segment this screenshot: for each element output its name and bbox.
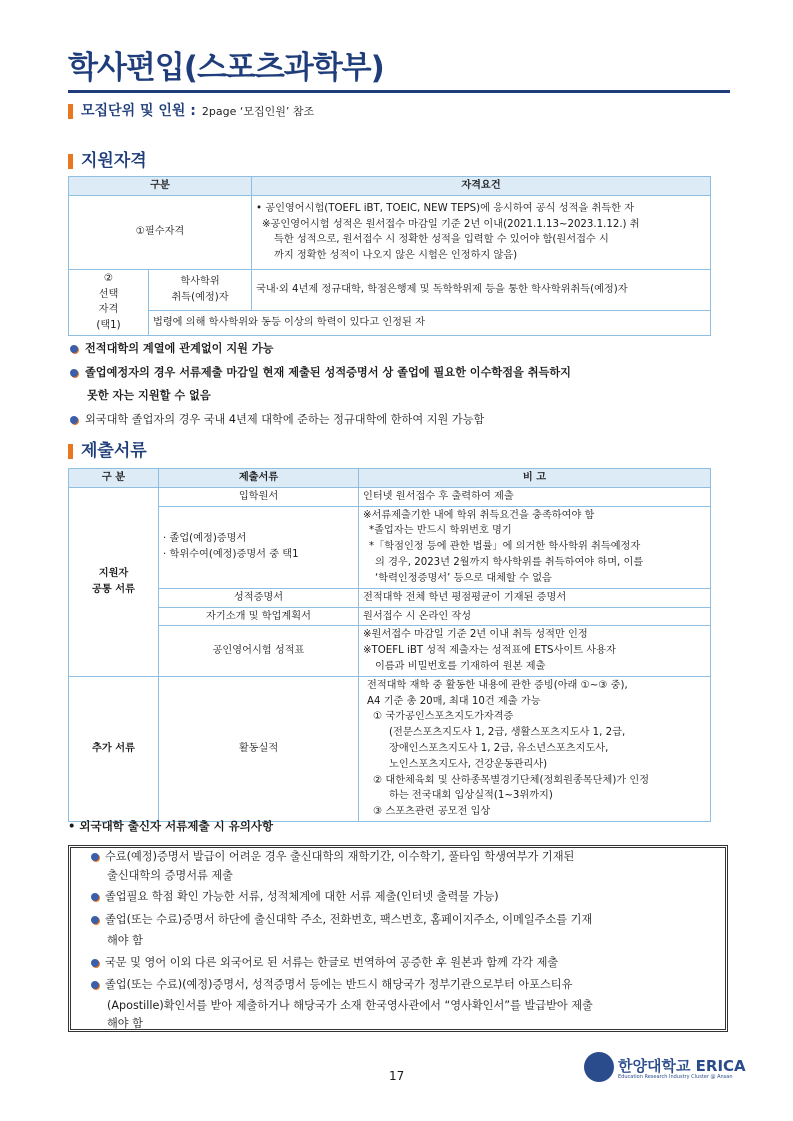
university-logo	[584, 1052, 746, 1084]
notice-continuation: (Apostille)확인서를 받아 제출하거나 해당국가 소재 한국영사관에서 “영사확인서”를 발급받아 제출	[107, 999, 593, 1012]
note-line: 장애인스포츠지도사 1, 2급, 유소년스포츠지도사,	[389, 743, 609, 754]
bullet-icon	[70, 416, 78, 424]
note-line: ② 대한체육회 및 산하종목별경기단체(정회원종목단체)가 인정	[373, 774, 650, 786]
doc-english-score-note	[359, 626, 711, 676]
col-header-category: 구분	[69, 177, 252, 196]
note-line: 노인스포츠지도사, 건강운동관리사)	[389, 758, 548, 770]
recruit-heading	[68, 100, 314, 120]
doc-transcript: 성적증명서	[159, 588, 359, 607]
doc-self-intro-note: 원서접수 시 온라인 작성	[359, 607, 711, 626]
notice-item	[91, 911, 592, 927]
req-line: 득한 성적으로, 원서접수 시 정확한 성적을 입력할 수 있어야 함(원서접수 시	[274, 234, 609, 246]
logo-text: 한양대학교 ERICA	[618, 1057, 746, 1075]
label-line: 취득(예정)자	[171, 291, 229, 303]
logo-subtext: Education Research Industry Cluster @ Ansan	[618, 1074, 733, 1080]
doc-english-score: 공인영어시험 성적표	[159, 626, 359, 676]
optional-qual-label	[69, 269, 149, 335]
notice-text: 졸업(또는 수료)증명서 하단에 출신대학 주소, 전화번호, 팩스번호, 홈페이지주소, 이메일주소를 기재	[105, 913, 593, 926]
foreign-heading: • 외국대학 출신자 서류제출 시 유의사항	[68, 819, 274, 833]
doc-self-intro: 자기소개 및 학업계획서	[159, 607, 359, 626]
bullet-icon	[91, 981, 99, 989]
equivalent-text: 법령에 의해 학사학위와 동등 이상의 학력이 있다고 인정된 자	[149, 310, 711, 335]
label-line: 지원자	[98, 567, 129, 579]
required-qual-label: ①필수자격	[69, 195, 252, 269]
note-line: 하는 전국대회 입상실적(1~3위까지)	[389, 790, 553, 802]
note-text: 전적대학의 계열에 관계없이 지원 가능	[85, 342, 274, 355]
note-item	[70, 411, 730, 427]
bachelor-label	[149, 269, 252, 310]
col-header-category: 구 분	[69, 469, 159, 488]
note-line: ※원서접수 마감일 기준 2년 이내 취득 성적만 인정	[363, 629, 588, 641]
notice-item	[91, 954, 558, 970]
doc-line: · 학위수여(예정)증명서 중 택1	[163, 549, 299, 561]
note-line: ① 국가공인스포츠지도가자격증	[373, 711, 514, 723]
doc-graduation-note	[359, 506, 711, 588]
notice-item	[91, 976, 572, 992]
note-continuation: 못한 자는 지원할 수 없음	[87, 389, 211, 402]
note-text: 외국대학 졸업자의 경우 국내 4년제 대학에 준하는 정규대학에 한하여 지원 가능함	[85, 413, 485, 426]
foreign-notice-box	[68, 845, 728, 1032]
notice-text: 국문 및 영어 이외 다른 외국어로 된 서류는 한글로 번역하여 공증한 후 원본과 함께 각각 제출	[105, 956, 559, 969]
label-line: (택1)	[96, 320, 121, 332]
bullet-icon	[70, 369, 78, 377]
qualification-heading	[68, 146, 147, 171]
note-line: *「학점인정 등에 관한 법률」에 의거한 학사학위 취득예정자	[369, 541, 641, 553]
doc-line: · 졸업(예정)증명서	[163, 533, 247, 545]
notice-item	[91, 888, 499, 904]
req-line: 까지 정확한 성적이 나오지 않은 시험은 인정하지 않음)	[274, 250, 518, 262]
note-line: 이름과 비밀번호를 기재하여 원본 제출	[375, 660, 546, 672]
common-docs-label	[69, 487, 159, 676]
note-line: ③ 스포츠관련 공모전 입상	[373, 806, 491, 818]
label-line: 공통 서류	[92, 583, 135, 595]
note-item	[70, 340, 730, 356]
section-bar-icon	[68, 444, 73, 459]
documents-heading-text: 제출서류	[81, 441, 147, 461]
note-line: ‘학력인정증명서’ 등으로 대체할 수 없음	[375, 572, 552, 584]
bullet-icon	[91, 916, 99, 924]
notice-item	[91, 848, 574, 864]
label-line: 학사학위	[180, 276, 220, 288]
recruit-label: 모집단위 및 인원 :	[81, 103, 196, 119]
label-line: 자격	[98, 304, 119, 316]
note-line: 의 경우, 2023년 2월까지 학사학위를 취득하여야 하며, 이를	[375, 557, 644, 569]
documents-heading	[68, 436, 147, 461]
note-line: A4 기준 총 20매, 최대 10건 제출 가능	[367, 695, 541, 707]
notice-continuation: 출신대학의 증명서류 제출	[107, 869, 233, 882]
qualification-heading-text: 지원자격	[81, 151, 147, 171]
university-seal-icon	[584, 1052, 614, 1082]
documents-table	[68, 468, 711, 822]
doc-application: 입학원서	[159, 487, 359, 506]
notice-text: 수료(예정)증명서 발급이 어려운 경우 출신대학의 재학기간, 이수학기, 풀타임 학생여부가 기재된	[105, 850, 575, 863]
note-line: *졸업자는 반드시 학위번호 명기	[369, 525, 512, 537]
doc-application-note: 인터넷 원서접수 후 출력하여 제출	[359, 487, 711, 506]
req-line: • 공인영어시험(TOEFL iBT, TOEIC, NEW TEPS)에 응시하여 공식 성적을 취득한 자	[256, 202, 635, 214]
section-bar-icon	[68, 154, 73, 169]
note-line: 전적대학 재학 중 활동한 내용에 관한 증빙(아래 ①~③ 중),	[367, 679, 628, 691]
bullet-icon	[91, 959, 99, 967]
section-bar-icon	[68, 104, 73, 119]
bullet-icon	[91, 853, 99, 861]
col-header-note: 비 고	[359, 469, 711, 488]
bachelor-text: 국내·외 4년제 정규대학, 학점은행제 및 독학학위제 등을 통한 학사학위취득(예정)자	[252, 269, 711, 310]
note-item	[70, 364, 730, 380]
page-title: 학사편입(스포츠과학부)	[68, 50, 384, 86]
label-line: 선택	[98, 288, 119, 300]
notice-text: 졸업필요 학점 확인 가능한 서류, 성적체계에 대한 서류 제출(인터넷 출력물 가능)	[105, 890, 499, 903]
note-line: ※TOEFL iBT 성적 제출자는 성적표에 ETS사이트 사용자	[363, 645, 616, 657]
doc-graduation-cert	[159, 506, 359, 588]
note-text: 졸업예정자의 경우 서류제출 마감일 현재 제출된 성적증명서 상 졸업에 필요한 이수학점을 취득하지	[85, 366, 571, 379]
notice-text: 졸업(또는 수료)(예정)증명서, 성적증명서 등에는 반드시 해당국가 정부기관으로부터 아포스티유	[105, 978, 573, 991]
label-line: ②	[103, 272, 114, 284]
recruit-ref: 2page ‘모집인원’ 참조	[201, 105, 315, 118]
qualification-table	[68, 176, 711, 336]
additional-docs-label: 추가 서류	[69, 676, 159, 821]
note-line: ※서류제출기한 내에 학위 취득요건을 충족하여야 함	[363, 509, 595, 521]
required-qual-text	[252, 195, 711, 269]
bullet-icon	[70, 345, 78, 353]
doc-activity-note	[359, 676, 711, 821]
col-header-requirement: 자격요건	[252, 177, 711, 196]
notice-continuation: 해야 함	[107, 934, 143, 947]
title-rule	[68, 90, 730, 93]
bullet-icon	[91, 893, 99, 901]
col-header-document: 제출서류	[159, 469, 359, 488]
notice-continuation: 해야 함	[107, 1017, 143, 1030]
note-line: (전문스포츠지도사 1, 2급, 생활스포츠지도사 1, 2급,	[389, 727, 626, 739]
doc-transcript-note: 전적대학 전체 학년 평점평균이 기재된 증명서	[359, 588, 711, 607]
req-line: ※공인영어시험 성적은 원서접수 마감일 기준 2년 이내(2021.1.13~2023.1.12.) 취	[262, 218, 640, 230]
doc-activity: 활동실적	[159, 676, 359, 821]
page-number: 17	[389, 1069, 405, 1083]
